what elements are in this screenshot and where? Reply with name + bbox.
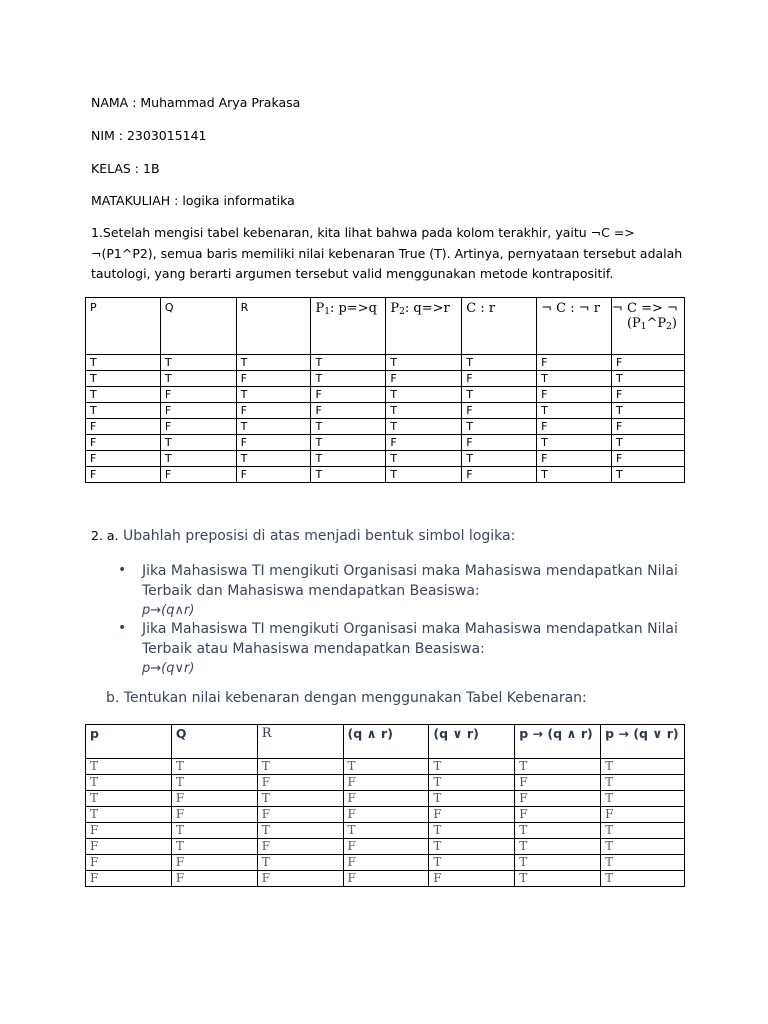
table1-header-p: P bbox=[86, 298, 161, 355]
truth-table-2 bbox=[85, 724, 685, 887]
conclusion-sub1: 1 bbox=[640, 322, 647, 332]
table2-row bbox=[86, 775, 685, 791]
table1-cell: T bbox=[236, 387, 311, 403]
table1-cell: F bbox=[386, 371, 462, 387]
table1-cell: T bbox=[611, 371, 684, 387]
table1-cell: F bbox=[236, 435, 311, 451]
table1-cell: T bbox=[537, 371, 612, 387]
table1-cell: F bbox=[611, 451, 684, 467]
table2-header-cell: (q ∧ r) bbox=[343, 725, 429, 759]
table1-row bbox=[86, 403, 685, 419]
table1-cell: F bbox=[611, 419, 684, 435]
table1-cell: T bbox=[160, 435, 236, 451]
table2-cell: F bbox=[343, 791, 429, 807]
table2-cell: F bbox=[515, 775, 601, 791]
table2-cell: F bbox=[429, 807, 515, 823]
table2-cell: T bbox=[343, 759, 429, 775]
table1-cell: F bbox=[311, 387, 386, 403]
conclusion-line1: ¬ C => ¬ bbox=[611, 301, 678, 316]
table1-header-c: C : r bbox=[462, 298, 537, 355]
table2-cell: F bbox=[171, 855, 257, 871]
table2-cell: F bbox=[257, 871, 343, 887]
table1-cell: T bbox=[236, 355, 311, 371]
table2-header-cell: R bbox=[257, 725, 343, 759]
table1-cell: T bbox=[86, 403, 161, 419]
p1-subscript: 1 bbox=[324, 307, 330, 317]
p2-letter: P bbox=[390, 301, 400, 316]
table2-row bbox=[86, 807, 685, 823]
table1-cell: F bbox=[86, 419, 161, 435]
table1-cell: F bbox=[462, 403, 537, 419]
table1-cell: F bbox=[86, 467, 161, 483]
table2-cell: F bbox=[429, 871, 515, 887]
p1-letter: P bbox=[315, 301, 325, 316]
table2-header-cell: p → (q ∧ r) bbox=[515, 725, 601, 759]
table2-cell: T bbox=[429, 759, 515, 775]
table2-cell: T bbox=[601, 775, 685, 791]
table1-row bbox=[86, 435, 685, 451]
table2-cell: T bbox=[429, 823, 515, 839]
table1-cell: F bbox=[86, 451, 161, 467]
table1-row bbox=[86, 387, 685, 403]
table1-cell: F bbox=[611, 387, 684, 403]
table2-cell: T bbox=[601, 839, 685, 855]
table2-header-cell: p → (q ∨ r) bbox=[601, 725, 685, 759]
student-class: KELAS : 1B bbox=[91, 161, 160, 176]
table1-cell: T bbox=[462, 451, 537, 467]
table1-cell: T bbox=[462, 355, 537, 371]
table2-cell: T bbox=[429, 775, 515, 791]
table1-header-q: Q bbox=[160, 298, 236, 355]
table2-cell: T bbox=[429, 839, 515, 855]
table2-cell: T bbox=[86, 759, 172, 775]
table1-cell: F bbox=[86, 435, 161, 451]
conclusion-open: (P bbox=[626, 316, 641, 331]
bullet-1-text: Jika Mahasiswa TI mengikuti Organisasi maka Mahasiswa mendapatkan Nilai Terbaik dan Mahasiswa mendapatkan Beasiswa: bbox=[142, 563, 678, 599]
table2-row bbox=[86, 791, 685, 807]
table2-cell: T bbox=[601, 823, 685, 839]
bullet-1-formula: p→(q∧r) bbox=[142, 603, 195, 618]
table2-cell: T bbox=[515, 871, 601, 887]
table1-cell: T bbox=[386, 355, 462, 371]
table1-cell: T bbox=[236, 419, 311, 435]
table2-cell: T bbox=[257, 855, 343, 871]
table2-cell: T bbox=[171, 775, 257, 791]
table1-header-row bbox=[86, 298, 685, 355]
table1-cell: T bbox=[611, 435, 684, 451]
table1-row bbox=[86, 371, 685, 387]
table1-body bbox=[86, 355, 685, 483]
table1-cell: F bbox=[462, 371, 537, 387]
table2-cell: T bbox=[515, 839, 601, 855]
table2-cell: F bbox=[86, 823, 172, 839]
table2-cell: F bbox=[343, 855, 429, 871]
bullet-2 bbox=[142, 620, 702, 679]
table1-cell: T bbox=[537, 403, 612, 419]
table2-cell: T bbox=[171, 839, 257, 855]
table1-cell: T bbox=[311, 467, 386, 483]
table1-cell: T bbox=[236, 451, 311, 467]
table1-cell: F bbox=[311, 403, 386, 419]
table2-cell: T bbox=[601, 759, 685, 775]
table2-cell: F bbox=[343, 775, 429, 791]
p2-formula: : q=>r bbox=[404, 301, 450, 316]
table1-cell: T bbox=[160, 371, 236, 387]
table2-header-cell: (q ∨ r) bbox=[429, 725, 515, 759]
table1-cell: F bbox=[236, 371, 311, 387]
table1-row bbox=[86, 355, 685, 371]
table2-cell: F bbox=[515, 807, 601, 823]
table1-cell: T bbox=[311, 371, 386, 387]
table1-header-notc: ¬ C : ¬ r bbox=[537, 298, 612, 355]
table1-cell: T bbox=[386, 467, 462, 483]
table2-cell: T bbox=[171, 823, 257, 839]
conclusion-and: ^P bbox=[646, 316, 667, 331]
table1-cell: T bbox=[86, 355, 161, 371]
table2-cell: T bbox=[429, 791, 515, 807]
table1-cell: F bbox=[386, 435, 462, 451]
table2-header-cell: p bbox=[86, 725, 172, 759]
table1-cell: F bbox=[462, 467, 537, 483]
table2-row bbox=[86, 871, 685, 887]
table2-cell: F bbox=[257, 839, 343, 855]
student-nim: NIM : 2303015141 bbox=[91, 128, 207, 143]
table2-header-row bbox=[86, 725, 685, 759]
table1-cell: T bbox=[86, 387, 161, 403]
table1-cell: T bbox=[160, 355, 236, 371]
table1-cell: F bbox=[462, 435, 537, 451]
table2-cell: F bbox=[257, 807, 343, 823]
table2-cell: F bbox=[171, 871, 257, 887]
table1-cell: F bbox=[537, 355, 612, 371]
table2-cell: F bbox=[515, 791, 601, 807]
table1-cell: F bbox=[236, 403, 311, 419]
question-2a-title: Ubahlah preposisi di atas menjadi bentuk simbol logika: bbox=[118, 528, 516, 544]
table2-cell: F bbox=[343, 807, 429, 823]
table1-header-p1 bbox=[311, 298, 386, 355]
table1-cell: T bbox=[462, 387, 537, 403]
table2-row bbox=[86, 823, 685, 839]
question-2-number: 2. a. bbox=[91, 528, 119, 543]
table2-cell: T bbox=[515, 855, 601, 871]
table2-header-cell: Q bbox=[171, 725, 257, 759]
table2-cell: F bbox=[86, 855, 172, 871]
table1-cell: T bbox=[386, 403, 462, 419]
table1-cell: F bbox=[611, 355, 684, 371]
table2-cell: F bbox=[86, 871, 172, 887]
table2-cell: T bbox=[515, 823, 601, 839]
table2-cell: F bbox=[343, 839, 429, 855]
intro-paragraph: 1.Setelah mengisi tabel kebenaran, kita lihat bahwa pada kolom terakhir, yaitu ¬C => ¬(P1^P2), semua baris memiliki nilai kebenaran True (T). Artinya, pernyataan tersebut adalah tautologi, yang berarti argumen tersebut valid menggunakan metode kontrapositif. bbox=[91, 225, 683, 281]
table2-cell: F bbox=[257, 775, 343, 791]
p1-formula: : p=>q bbox=[329, 301, 377, 316]
table2-cell: T bbox=[86, 775, 172, 791]
table1-header-p2 bbox=[386, 298, 462, 355]
table1-cell: F bbox=[160, 419, 236, 435]
table1-cell: T bbox=[537, 467, 612, 483]
table2-cell: T bbox=[601, 791, 685, 807]
table2-cell: T bbox=[601, 871, 685, 887]
table2-row bbox=[86, 855, 685, 871]
table1-cell: T bbox=[611, 467, 684, 483]
table1-cell: F bbox=[160, 387, 236, 403]
conclusion-sub2: 2 bbox=[666, 322, 672, 332]
table1-cell: F bbox=[236, 467, 311, 483]
table2-row bbox=[86, 759, 685, 775]
bullet-1-icon: • bbox=[118, 562, 127, 578]
truth-table-1 bbox=[85, 297, 685, 483]
table2-row bbox=[86, 839, 685, 855]
table2-cell: F bbox=[171, 807, 257, 823]
table1-cell: T bbox=[160, 451, 236, 467]
table1-row bbox=[86, 451, 685, 467]
table2-cell: T bbox=[86, 807, 172, 823]
p2-subscript: 2 bbox=[399, 307, 405, 317]
table1-cell: F bbox=[160, 403, 236, 419]
table1-cell: T bbox=[311, 451, 386, 467]
table2-cell: T bbox=[515, 759, 601, 775]
table1-cell: F bbox=[537, 419, 612, 435]
table2-cell: T bbox=[257, 759, 343, 775]
table2-cell: T bbox=[429, 855, 515, 871]
table2-cell: T bbox=[257, 791, 343, 807]
table1-header-r: R bbox=[236, 298, 311, 355]
bullet-2-text: Jika Mahasiswa TI mengikuti Organisasi maka Mahasiswa mendapatkan Nilai Terbaik atau Mahasiswa mendapatkan Beasiswa: bbox=[142, 621, 678, 657]
table2-cell: T bbox=[343, 823, 429, 839]
table1-cell: T bbox=[386, 451, 462, 467]
table1-row bbox=[86, 467, 685, 483]
table1-row bbox=[86, 419, 685, 435]
table1-header-conclusion bbox=[611, 298, 684, 355]
table1-cell: F bbox=[537, 387, 612, 403]
table1-cell: T bbox=[86, 371, 161, 387]
table2-cell: T bbox=[601, 855, 685, 871]
table1-cell: T bbox=[311, 419, 386, 435]
table2-cell: T bbox=[86, 791, 172, 807]
table2-cell: F bbox=[171, 791, 257, 807]
bullet-2-icon: • bbox=[118, 620, 127, 636]
table1-cell: T bbox=[537, 435, 612, 451]
question-2a bbox=[91, 528, 515, 544]
question-2b-title: b. Tentukan nilai kebenaran dengan menggunakan Tabel Kebenaran: bbox=[106, 690, 587, 706]
table1-cell: F bbox=[537, 451, 612, 467]
table1-cell: T bbox=[311, 435, 386, 451]
table2-body bbox=[86, 759, 685, 887]
table1-cell: F bbox=[160, 467, 236, 483]
table1-cell: T bbox=[311, 355, 386, 371]
bullet-1 bbox=[142, 562, 702, 621]
bullet-2-formula: p→(q∨r) bbox=[142, 661, 195, 676]
table1-cell: T bbox=[386, 387, 462, 403]
table2-cell: T bbox=[257, 823, 343, 839]
table1-cell: T bbox=[611, 403, 684, 419]
table2-cell: F bbox=[601, 807, 685, 823]
conclusion-close: ) bbox=[671, 316, 677, 331]
table1-cell: T bbox=[462, 419, 537, 435]
student-name: NAMA : Muhammad Arya Prakasa bbox=[91, 95, 301, 110]
table2-cell: F bbox=[343, 871, 429, 887]
table2-cell: T bbox=[171, 759, 257, 775]
table2-cell: F bbox=[86, 839, 172, 855]
table1-cell: T bbox=[386, 419, 462, 435]
course-name: MATAKULIAH : logika informatika bbox=[91, 193, 295, 208]
conclusion-line2 bbox=[612, 316, 677, 331]
